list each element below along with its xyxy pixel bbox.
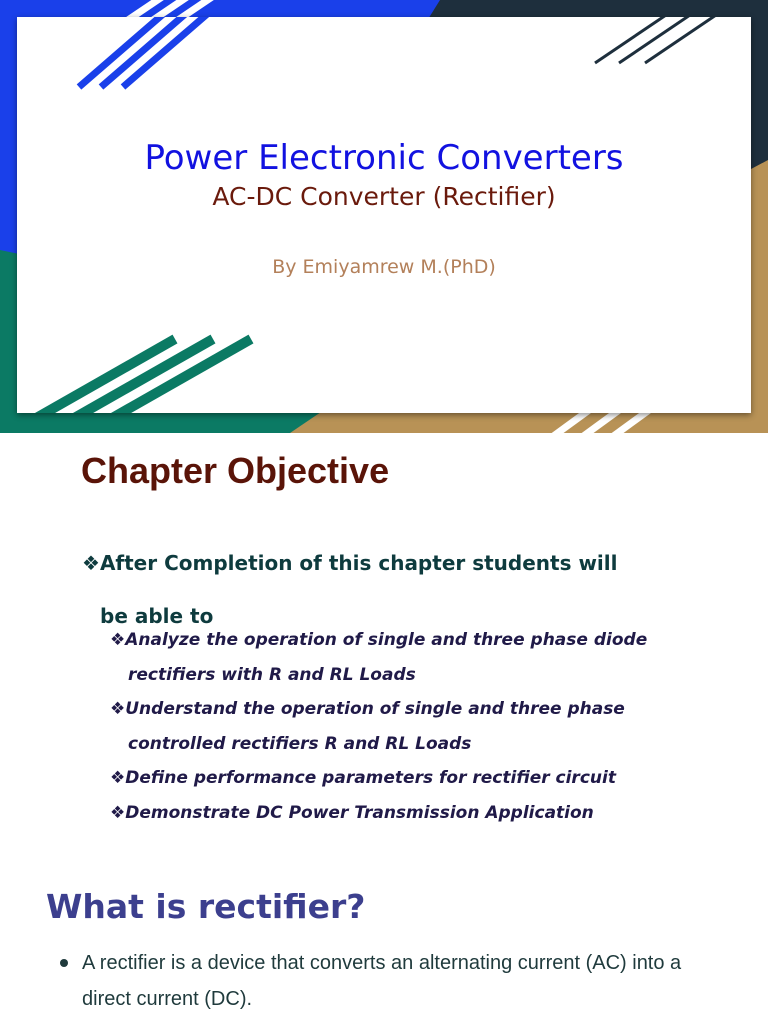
objectives-heading: Chapter Objective — [81, 450, 390, 491]
diamond-bullet-icon: ❖ — [82, 551, 100, 575]
diamond-bullet-icon: ❖ — [110, 699, 126, 719]
blue-stripes — [79, 17, 213, 87]
diamond-bullet-icon: ❖ — [110, 768, 126, 788]
objective-text: Analyze the operation of single and three phase diode rectifiers with R and RL Loads — [125, 630, 648, 685]
objective-item — [110, 796, 710, 831]
objectives-slide — [0, 433, 768, 873]
presentation-subtitle: AC-DC Converter (Rectifier) — [212, 182, 556, 211]
rectifier-slide — [0, 873, 768, 1024]
rectifier-heading: What is rectifier? — [46, 887, 366, 926]
diamond-bullet-icon: ❖ — [110, 802, 126, 823]
objective-item — [110, 692, 710, 761]
title-slide — [0, 0, 768, 433]
objectives-lead-line2: be able to — [100, 604, 214, 628]
presentation-author: By Emiyamrew M.(PhD) — [272, 256, 496, 278]
navy-stripes — [595, 17, 719, 63]
diamond-bullet-icon: ❖ — [110, 630, 126, 650]
rectifier-bullet-list — [58, 945, 718, 1017]
objective-text: Define performance parameters for rectifier circuit — [125, 768, 616, 788]
round-bullet-icon — [60, 959, 68, 967]
rectifier-bullet-item — [58, 945, 718, 1017]
objective-text: Demonstrate DC Power Transmission Application — [125, 802, 594, 823]
presentation-title: Power Electronic Converters — [144, 138, 624, 178]
title-card — [17, 17, 751, 413]
rectifier-bullet-text: A rectifier is a device that converts an alternating current (AC) into a direct current (DC). — [82, 952, 682, 1010]
title-card-decoration — [17, 17, 751, 413]
objective-item — [110, 623, 710, 692]
objective-text: Understand the operation of single and three phase controlled rectifiers R and RL Loads — [125, 699, 625, 754]
teal-stripes — [31, 339, 251, 413]
objectives-list — [110, 623, 710, 830]
objectives-lead-line1: After Completion of this chapter students will — [99, 551, 618, 575]
objective-item — [110, 761, 710, 796]
